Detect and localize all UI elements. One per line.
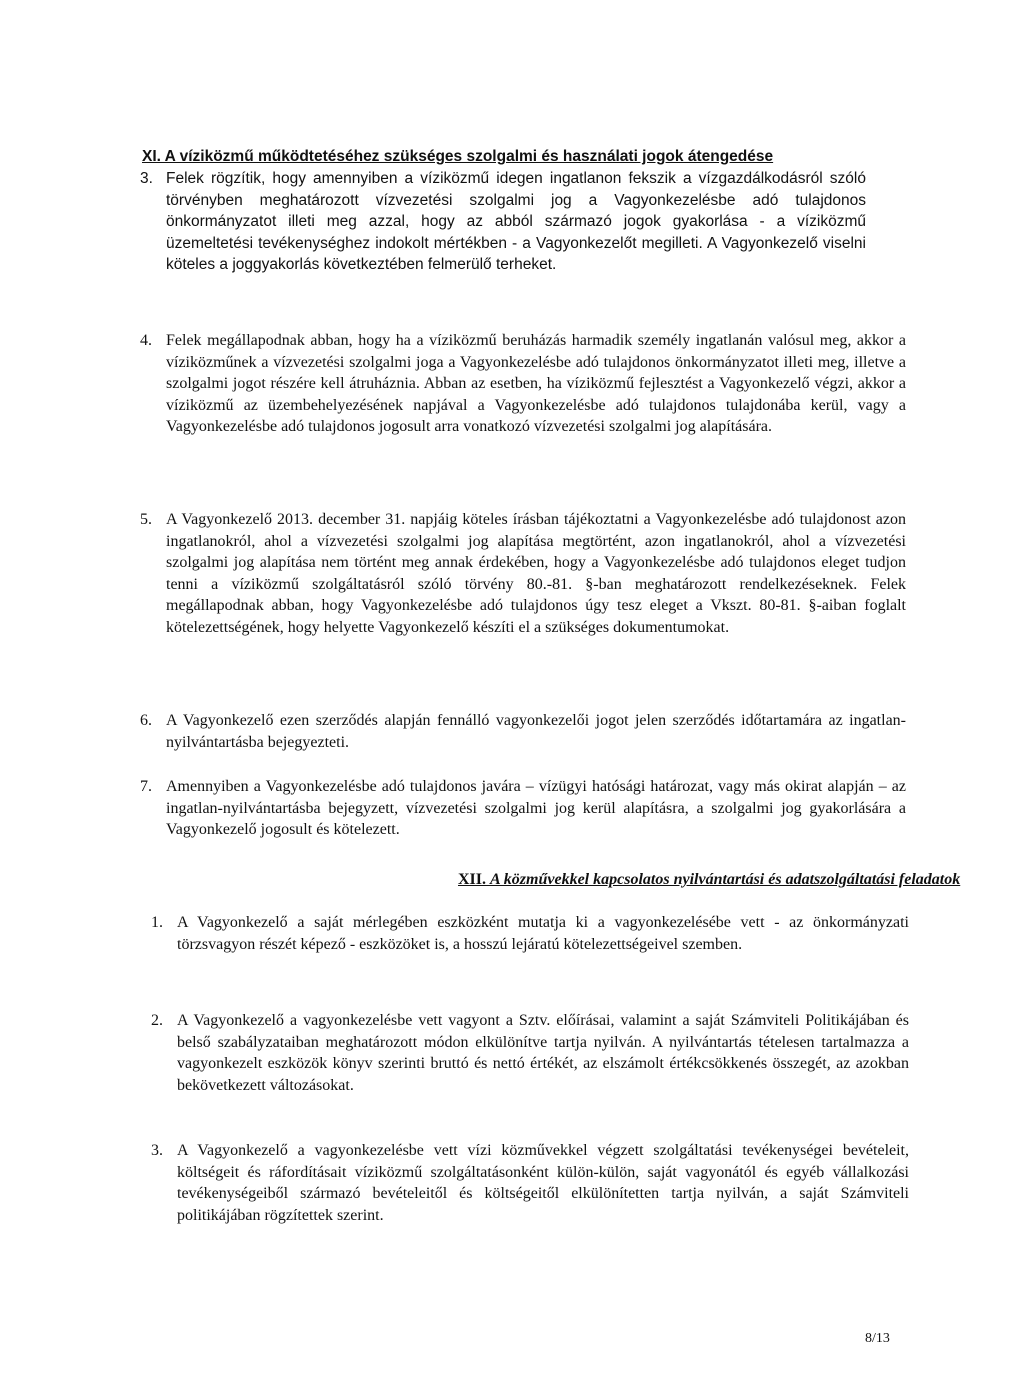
- item-text: Felek megállapodnak abban, hogy ha a víziközmű beruházás harmadik személy ingatlanán valósul meg, akkor a víziközműnek a vízvezetési szolgalmi joga a Vagyonkezelésbe adó tulajdonos önkormányzatot illeti meg, illetve a szolgalmi jogot részére kell átruháznia. Abban az esetben, ha víziközmű fejlesztést a Vagyonkezelő végzi, akkor a víziközmű az üzembehelyezésének napjával a Vagyonkezelésbe adó tulajdonos tulajdonába kerül, vagy a Vagyonkezelésbe adó tulajdonos jogosult arra vonatkozó vízvezetési szolgalmi jog alapítására.: [166, 332, 906, 435]
- item-number: 4.: [140, 332, 152, 349]
- section-xi-item-4: [140, 330, 906, 438]
- section-xii-item-3: [151, 1140, 909, 1226]
- section-xi-item-3: [140, 168, 866, 276]
- item-number: 3.: [140, 170, 153, 187]
- page-number: 8/13: [865, 1331, 890, 1346]
- item-number: 7.: [140, 778, 152, 795]
- section-xi-heading: XI. A víziközmű működtetéséhez szükséges szolgalmi és használati jogok átengedése: [142, 148, 774, 165]
- item-number: 6.: [140, 712, 152, 729]
- section-xii-item-1: [151, 912, 909, 955]
- section-xii-title: A közművekkel kapcsolatos nyilvántartási és adatszolgáltatási feladatok: [490, 871, 961, 888]
- item-number: 5.: [140, 511, 152, 528]
- section-xii-heading: [458, 870, 960, 890]
- item-number: 2.: [151, 1012, 163, 1029]
- item-text: A Vagyonkezelő a vagyonkezelésbe vett vízi közművekkel végzett szolgáltatási tevékenységei bevételeit, költségeit és ráfordításait víziközmű szolgáltatásonként külön-külön, saját vagyonától és egyéb vállalkozási tevékenységeiből származó bevételeitől és költségeitől elkülönítetten tartja nyilván, a saját Számviteli politikájában rögzítettek szerint.: [177, 1142, 909, 1224]
- section-xi-item-5: [140, 509, 906, 638]
- item-text: A Vagyonkezelő 2013. december 31. napjáig köteles írásban tájékoztatni a Vagyonkezelésbe adó tulajdonost azon ingatlanokról, ahol a vízvezetési szolgalmi jog alapítása megtörtént, azon ingatlanokról, ahol a vízvezetési szolgalmi jog alapítása nem történt meg annak érdekében, hogy a Vagyonkezelésbe adó tulajdonos eleget tudjon tenni a víziközmű szolgáltatásról szóló törvény 80.-81. §-ban meghatározott rendelkezéseknek. Felek megállapodnak abban, hogy Vagyonkezelésbe adó tulajdonos úgy tesz eleget a Vkszt. 80-81. §-aiban foglalt kötelezettségének, hogy helyette Vagyonkezelő készíti el a szükséges dokumentumokat.: [166, 511, 906, 636]
- item-number: 1.: [151, 914, 163, 931]
- section-xii-number: XII.: [458, 871, 487, 888]
- item-text: Amennyiben a Vagyonkezelésbe adó tulajdonos javára – vízügyi hatósági határozat, vagy más okirat alapján – az ingatlan-nyilvántartásba bejegyzett, vízvezetési szolgalmi jog kerül alapításra, a szolgalmi jog gyakorlására a Vagyonkezelő jogosult és kötelezett.: [166, 778, 906, 838]
- item-text: Felek rögzítik, hogy amennyiben a víziközmű idegen ingatlanon fekszik a vízgazdálkodásról szóló törvényben meghatározott vízvezetési szolgalmi jog a Vagyonkezelésbe adó tulajdonos önkormányzatot illeti meg azzal, hogy az abból származó jogok gyakorlása - a víziközmű üzemeltetési tevékenységhez indokolt mértékben - a Vagyonkezelőt megilleti. A Vagyonkezelő viselni köteles a joggyakorlás következtében felmerülő terheket.: [166, 170, 866, 273]
- section-xi-item-7: [140, 776, 906, 841]
- item-text: A Vagyonkezelő ezen szerződés alapján fennálló vagyonkezelői jogot jelen szerződés időtartamára az ingatlan-nyilvántartásba bejegyezteti.: [166, 712, 906, 751]
- item-text: A Vagyonkezelő a saját mérlegében eszközként mutatja ki a vagyonkezelésébe vett - az önkormányzati törzsvagyon részét képező - eszközöket is, a hosszú lejáratú kötelezettségeivel szemben.: [177, 914, 909, 953]
- section-xi-item-6: [140, 710, 906, 753]
- item-number: 3.: [151, 1142, 163, 1159]
- item-text: A Vagyonkezelő a vagyonkezelésbe vett vagyont a Sztv. előírásai, valamint a saját Számviteli Politikájában és belső szabályzataiban meghatározott módon elkülönítve tartja nyilván. A nyilvántartás tételesen tartalmazza a vagyonkezelt eszközök könyv szerinti bruttó és nettó értékét, az elszámolt értékcsökkenés összegét, az azokban bekövetkezett változásokat.: [177, 1012, 909, 1094]
- section-xii-item-2: [151, 1010, 909, 1096]
